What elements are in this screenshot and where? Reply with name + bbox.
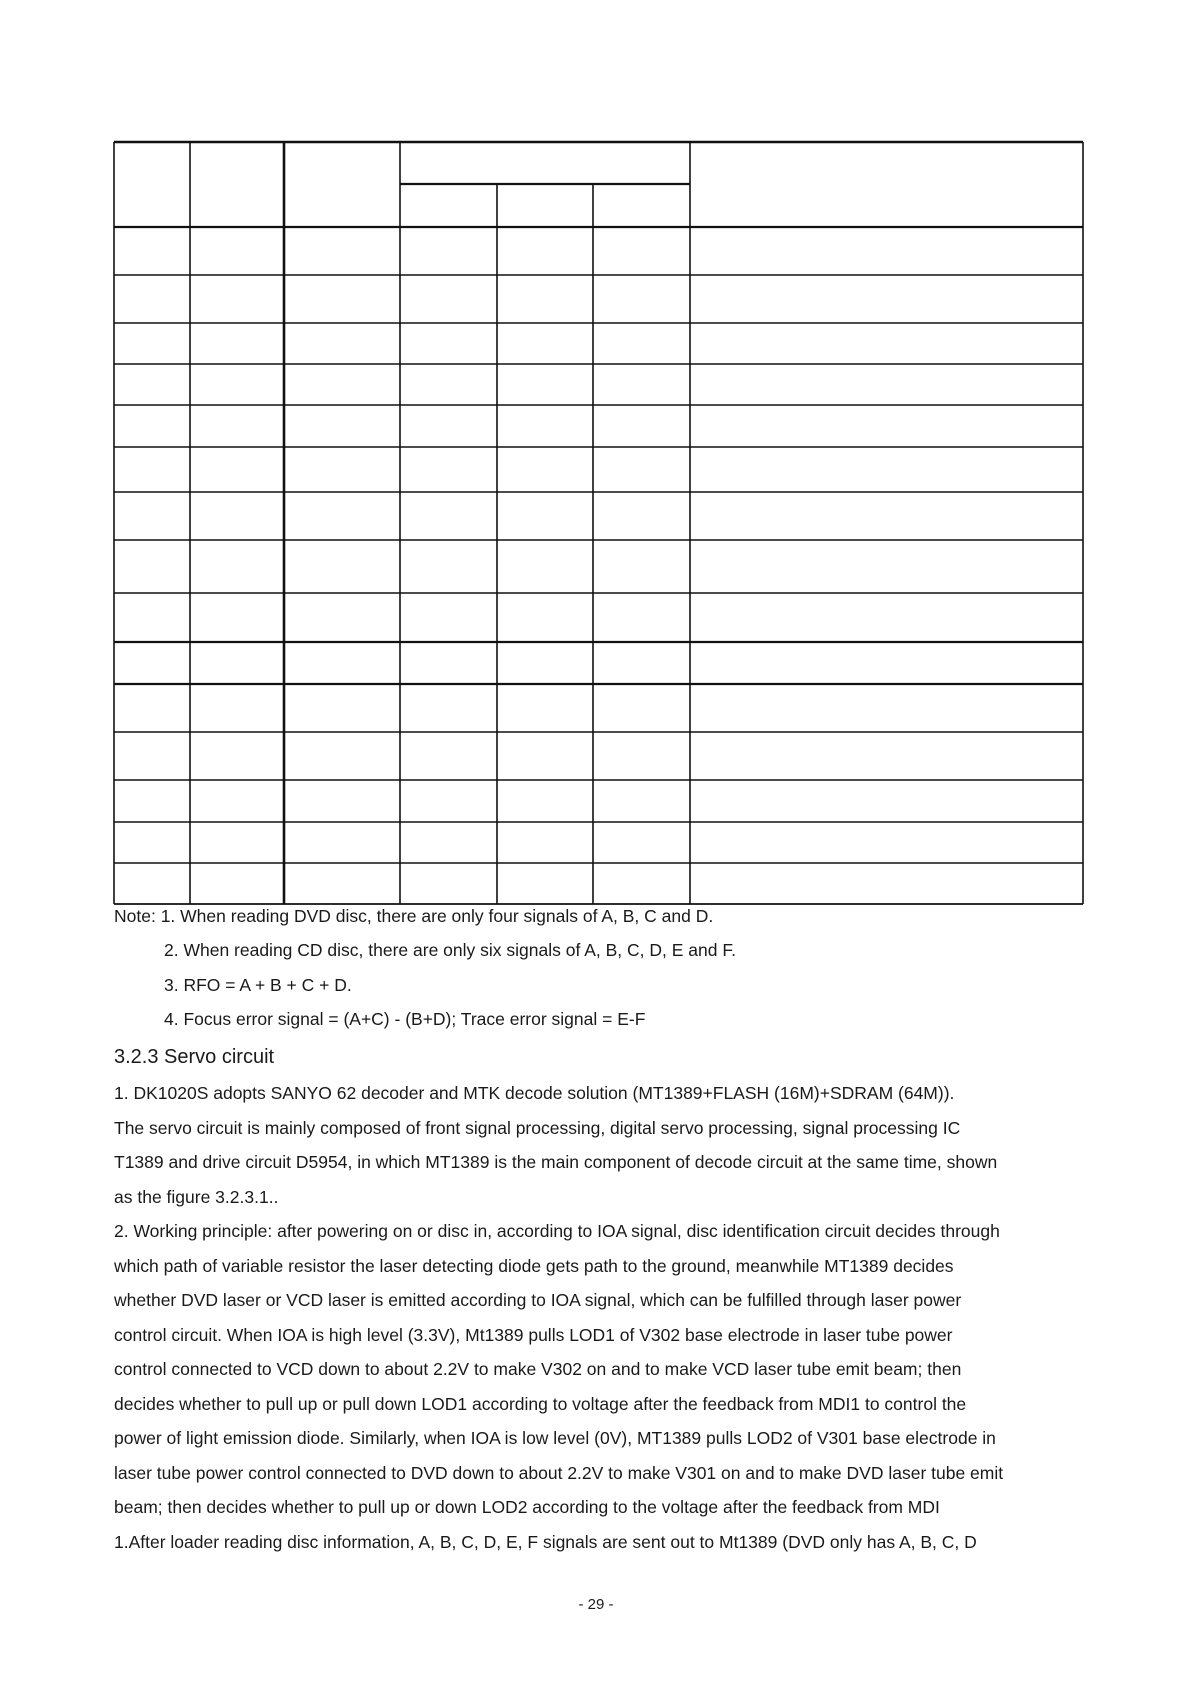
paragraph-line: laser tube power control connected to DVD down to about 2.2V to make V301 on and to make DVD laser tube emit bbox=[114, 1462, 1004, 1483]
paragraph-line: 2. Working principle: after powering on or disc in, according to IOA signal, disc identification circuit decides through bbox=[114, 1221, 1000, 1241]
paragraph-line: which path of variable resistor the laser detecting diode gets path to the ground, meanwhile MT1389 decides bbox=[114, 1255, 954, 1276]
paragraph-line: beam; then decides whether to pull up or down LOD2 according to the voltage after the feedback from MDI bbox=[114, 1497, 940, 1517]
paragraph-line: control circuit. When IOA is high level (3.3V), Mt1389 pulls LOD1 of V302 base electrode in laser tube power bbox=[114, 1324, 953, 1345]
paragraph-line: whether DVD laser or VCD laser is emitted according to IOA signal, which can be fulfilled through laser power bbox=[114, 1290, 962, 1310]
paragraph-line: 1.After loader reading disc information, A, B, C, D, E, F signals are sent out to Mt1389 (DVD only has A, B, C, D bbox=[114, 1531, 977, 1552]
note-item: 2. When reading CD disc, there are only six signals of A, B, C, D, E and F. bbox=[164, 940, 736, 960]
note-item: 3. RFO = A + B + C + D. bbox=[164, 975, 352, 995]
note-prefix: Note: bbox=[114, 906, 161, 926]
body-text bbox=[114, 1076, 1084, 1559]
section-title: 3.2.3 Servo circuit bbox=[114, 1046, 275, 1068]
paragraph-line: T1389 and drive circuit D5954, in which MT1389 is the main component of decode circuit at the same time, shown bbox=[114, 1152, 998, 1172]
note-item: 4. Focus error signal = (A+C) - (B+D); Trace error signal = E-F bbox=[164, 1009, 646, 1029]
paragraph-line: decides whether to pull up or pull down LOD1 according to voltage after the feedback from MDI1 to control the bbox=[114, 1393, 967, 1414]
note-line-1 bbox=[114, 906, 713, 927]
page-number: - 29 - bbox=[578, 1596, 614, 1613]
paragraph-line: control connected to VCD down to about 2.2V to make V302 on and to make VCD laser tube emit beam; then bbox=[114, 1359, 962, 1379]
note-item: 1. When reading DVD disc, there are only four signals of A, B, C and D. bbox=[160, 906, 714, 926]
paragraph-line: power of light emission diode. Similarly, when IOA is low level (0V), MT1389 pulls LOD2 of V301 base electrode in bbox=[114, 1428, 996, 1448]
paragraph-line: as the figure 3.2.3.1.. bbox=[114, 1186, 279, 1207]
paragraph-line: 1. DK1020S adopts SANYO 62 decoder and MTK decode solution (MT1389+FLASH (16M)+SDRAM (64M)). bbox=[114, 1083, 955, 1103]
paragraph-line: The servo circuit is mainly composed of front signal processing, digital servo processing, signal processing IC bbox=[114, 1117, 961, 1138]
